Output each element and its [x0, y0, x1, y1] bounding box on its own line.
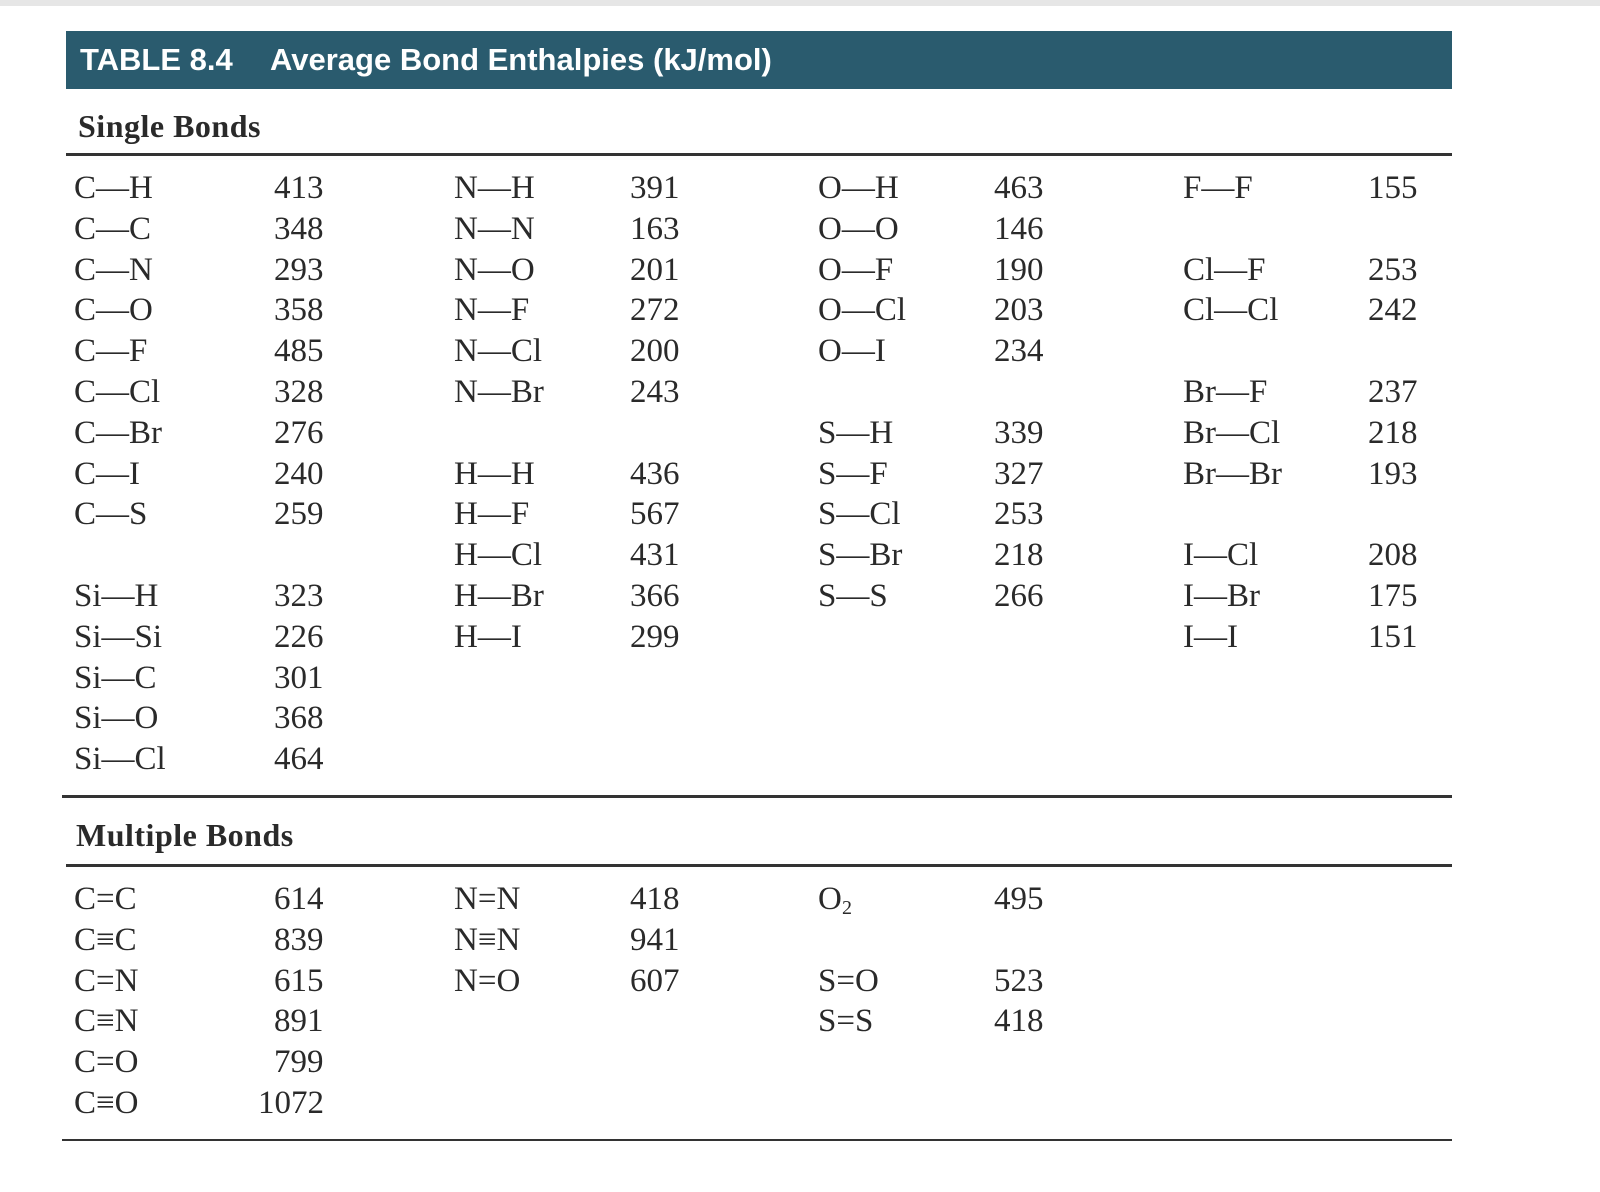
bond-enthalpy-value: 163	[630, 210, 680, 247]
bond-subscript: 2	[842, 897, 852, 919]
bond-name: O	[818, 881, 842, 917]
bond-enthalpy-value: 348	[274, 210, 324, 247]
bond-name: N=O	[454, 962, 521, 999]
bond-enthalpy-value: 240	[274, 455, 324, 492]
bond-enthalpy-value: 226	[274, 618, 324, 655]
single-bonds-grid	[66, 156, 1452, 795]
bond-enthalpy-value: 253	[994, 496, 1044, 533]
bond-name: I—Cl	[1183, 537, 1259, 574]
bond-enthalpy-value: 327	[994, 455, 1044, 492]
bond-name: O—H	[818, 170, 899, 206]
bond-name: H—I	[454, 618, 522, 655]
bond-enthalpy-value: 293	[274, 251, 324, 288]
bond-enthalpy-value: 463	[994, 170, 1044, 206]
bond-enthalpy-value: 485	[274, 333, 324, 370]
bond-enthalpy-value: 413	[274, 170, 324, 206]
bond-enthalpy-value: 175	[1368, 578, 1418, 614]
bond-name: I—I	[1183, 618, 1238, 655]
bond-name: C—Br	[74, 414, 163, 451]
bond-name: C—F	[74, 333, 148, 370]
bond-name: H—Cl	[454, 537, 543, 574]
bond-enthalpy-value: 242	[1368, 292, 1418, 329]
bond-enthalpy-value: 418	[630, 881, 680, 917]
bond-name: S—S	[818, 578, 888, 614]
bond-enthalpy-value: 941	[630, 921, 680, 958]
bond-name: Si—Si	[74, 618, 163, 655]
bond-name: S—Cl	[818, 496, 901, 533]
bond-enthalpy-value: 368	[274, 700, 324, 737]
single-bonds-heading: Single Bonds	[78, 108, 261, 144]
bond-name: O—I	[818, 333, 886, 370]
bond-name: C—S	[74, 496, 148, 533]
bond-name: S=S	[818, 1003, 874, 1040]
bond-enthalpy-value: 366	[630, 578, 680, 614]
bond-enthalpy-value: 607	[630, 962, 680, 999]
bond-enthalpy-value: 614	[274, 881, 324, 917]
bond-name: C—C	[74, 210, 152, 247]
bond-enthalpy-value: 391	[630, 170, 680, 206]
bond-enthalpy-value: 259	[274, 496, 324, 533]
bond-name: C≡O	[74, 1085, 139, 1121]
bond-enthalpy-value: 339	[994, 414, 1044, 451]
bond-enthalpy-value: 155	[1368, 170, 1418, 206]
bond-name: C=N	[74, 962, 139, 999]
bond-name: H—Br	[454, 578, 544, 614]
bond-name: C=O	[74, 1044, 139, 1081]
bond-enthalpy-value: 266	[994, 578, 1044, 614]
bond-name: F—F	[1183, 170, 1253, 206]
bond-enthalpy-value: 218	[994, 537, 1044, 574]
bond-enthalpy-value: 201	[630, 251, 680, 288]
bond-name: N—F	[454, 292, 530, 329]
bond-name: Si—Cl	[74, 741, 166, 778]
bond-enthalpy-value: 208	[1368, 537, 1418, 574]
bond-enthalpy-value: 193	[1368, 455, 1418, 492]
multiple-bonds-grid	[66, 867, 1452, 1139]
bond-name: H—H	[454, 455, 535, 492]
bond-enthalpy-value: 436	[630, 455, 680, 492]
bond-enthalpy-value: 146	[994, 210, 1044, 247]
bond-name: Si—O	[74, 700, 159, 737]
top-border	[0, 0, 1600, 6]
bond-name: O—O	[818, 210, 899, 247]
bond-enthalpy-value: 299	[630, 618, 680, 655]
bond-enthalpy-value: 523	[994, 962, 1044, 999]
bond-name: Br—F	[1183, 374, 1268, 410]
bond-name: C≡C	[74, 921, 137, 958]
bond-name: C=C	[74, 881, 137, 917]
bond-enthalpy-table	[66, 31, 1452, 1141]
bond-name: N—N	[454, 210, 535, 247]
bond-name: N≡N	[454, 921, 521, 958]
bond-enthalpy-value: 234	[994, 333, 1044, 370]
bond-name: Si—H	[74, 578, 159, 614]
bond-name: C—O	[74, 292, 153, 329]
bond-name: C—Cl	[74, 374, 161, 410]
table-title: Average Bond Enthalpies (kJ/mol)	[270, 42, 772, 77]
bond-enthalpy-value: 237	[1368, 374, 1418, 410]
bond-name: C—H	[74, 170, 153, 206]
bond-name: S—Br	[818, 537, 903, 574]
bond-name: C≡N	[74, 1003, 139, 1040]
bond-enthalpy-value: 358	[274, 292, 324, 329]
bond-name: H—F	[454, 496, 530, 533]
bond-enthalpy-value: 323	[274, 578, 324, 614]
bond-enthalpy-value: 328	[274, 374, 324, 410]
bond-name: C—N	[74, 251, 153, 288]
bond-name: S=O	[818, 962, 879, 999]
bond-enthalpy-value: 253	[1368, 251, 1418, 288]
bond-name: N—Br	[454, 374, 544, 410]
bond-enthalpy-value: 218	[1368, 414, 1418, 451]
bond-name: I—Br	[1183, 578, 1260, 614]
bond-enthalpy-value: 243	[630, 374, 680, 410]
bond-enthalpy-value: 151	[1368, 618, 1418, 655]
bond-enthalpy-value: 418	[994, 1003, 1044, 1040]
bond-name: O—Cl	[818, 292, 907, 329]
bond-enthalpy-value: 567	[630, 496, 680, 533]
bond-enthalpy-value: 203	[994, 292, 1044, 329]
bond-name: C—I	[74, 455, 140, 492]
bond-enthalpy-value: 272	[630, 292, 680, 329]
bond-enthalpy-value: 200	[630, 333, 680, 370]
bond-name: Br—Br	[1183, 455, 1282, 492]
bond-name: N—O	[454, 251, 535, 288]
bond-name: N—Cl	[454, 333, 543, 370]
bond-name: O—F	[818, 251, 894, 288]
bond-enthalpy-value: 615	[274, 962, 324, 999]
multiple-bonds-bottom-rule	[62, 1139, 1452, 1141]
bond-enthalpy-value: 276	[274, 414, 324, 451]
bond-name: S—F	[818, 455, 888, 492]
bond-name: Br—Cl	[1183, 414, 1281, 451]
bond-enthalpy-value: 431	[630, 537, 680, 574]
multiple-bonds-heading: Multiple Bonds	[76, 817, 294, 853]
bond-enthalpy-value: 495	[994, 881, 1044, 917]
bond-enthalpy-value: 799	[274, 1044, 324, 1081]
table-number: TABLE 8.4	[80, 42, 233, 77]
bond-name: Cl—F	[1183, 251, 1266, 288]
bond-name: Cl—Cl	[1183, 292, 1279, 329]
bond-name: Si—C	[74, 659, 157, 696]
bond-enthalpy-value: 839	[274, 921, 324, 958]
bond-enthalpy-value: 1072	[258, 1085, 324, 1121]
table-title-bar	[66, 31, 1452, 89]
bond-enthalpy-value: 891	[274, 1003, 324, 1040]
bond-enthalpy-value: 190	[994, 251, 1044, 288]
bond-enthalpy-value: 464	[274, 741, 324, 778]
bond-name: S—H	[818, 414, 894, 451]
bond-enthalpy-value: 301	[274, 659, 324, 696]
bond-name: N—H	[454, 170, 535, 206]
bond-name: N=N	[454, 881, 521, 917]
